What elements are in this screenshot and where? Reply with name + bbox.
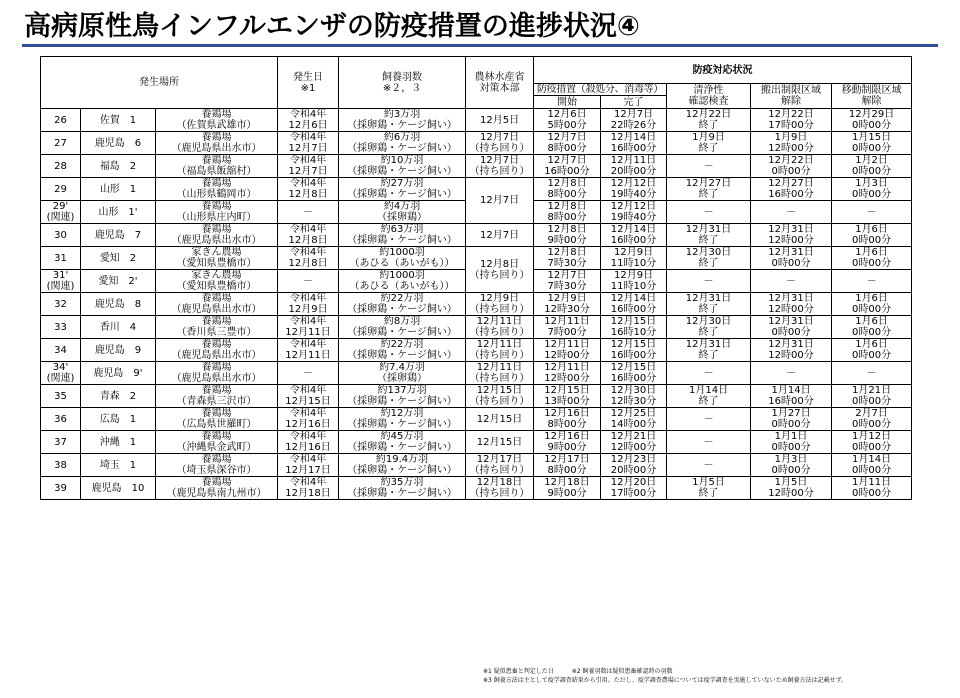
- start-cell: 12月15日 13時00分: [534, 385, 601, 408]
- hq-cell: 12月11日 （持ち回り）: [466, 362, 534, 385]
- movement-cell: 1月6日 0時00分: [832, 247, 912, 270]
- movement-cell: 1月14日 0時00分: [832, 454, 912, 477]
- movement-cell: －: [832, 201, 912, 224]
- start-cell: 12月17日 8時00分: [534, 454, 601, 477]
- table-row: [41, 132, 912, 155]
- carry-out-cell: 12月22日 17時00分: [751, 109, 832, 132]
- header-measures: 防疫措置（殺処分、消毒等）: [534, 84, 667, 96]
- date-cell: 令和4年 12月11日: [278, 339, 339, 362]
- case-number: 37: [41, 431, 81, 454]
- case-number: 29' (関連): [41, 201, 81, 224]
- cleanliness-cell: 12月30日 終了: [667, 247, 751, 270]
- date-cell: －: [278, 201, 339, 224]
- start-cell: 12月9日 12時30分: [534, 293, 601, 316]
- hq-cell: 12月11日 （持ち回り）: [466, 339, 534, 362]
- prefecture-cell: 佐賀 1: [81, 109, 156, 132]
- start-cell: 12月7日 7時30分: [534, 270, 601, 293]
- movement-cell: 1月6日 0時00分: [832, 293, 912, 316]
- birds-cell: 約10万羽 （採卵鶏・ケージ飼い）: [339, 155, 466, 178]
- farm-cell: 養鶏場 （鹿児島県出水市）: [156, 362, 278, 385]
- hq-cell: 12月7日 （持ち回り）: [466, 132, 534, 155]
- date-cell: 令和4年 12月6日: [278, 109, 339, 132]
- cleanliness-cell: 12月27日 終了: [667, 178, 751, 201]
- complete-cell: 12月15日 16時10分: [601, 316, 667, 339]
- cleanliness-cell: 1月9日 終了: [667, 132, 751, 155]
- table-row: [41, 316, 912, 339]
- birds-cell: 約27万羽 （採卵鶏・ケージ飼い）: [339, 178, 466, 201]
- farm-cell: 家きん農場 （愛知県豊橋市）: [156, 247, 278, 270]
- carry-out-cell: 12月22日 0時00分: [751, 155, 832, 178]
- birds-cell: 約137万羽 （採卵鶏・ケージ飼い）: [339, 385, 466, 408]
- birds-cell: 約12万羽 （採卵鶏・ケージ飼い）: [339, 408, 466, 431]
- start-cell: 12月7日 8時00分: [534, 132, 601, 155]
- start-cell: 12月11日 12時00分: [534, 362, 601, 385]
- table-row: [41, 293, 912, 316]
- case-number: 39: [41, 477, 81, 500]
- start-cell: 12月11日 7時00分: [534, 316, 601, 339]
- prefecture-cell: 福島 2: [81, 155, 156, 178]
- header-carry-out: 搬出制限区域 解除: [751, 84, 832, 109]
- date-cell: 令和4年 12月18日: [278, 477, 339, 500]
- birds-cell: 約22万羽 （採卵鶏・ケージ飼い）: [339, 293, 466, 316]
- movement-cell: 12月29日 0時00分: [832, 109, 912, 132]
- prefecture-cell: 山形 1': [81, 201, 156, 224]
- case-number: 35: [41, 385, 81, 408]
- hq-cell: 12月15日: [466, 408, 534, 431]
- farm-cell: 養鶏場 （沖縄県金武町）: [156, 431, 278, 454]
- complete-cell: 12月9日 11時10分: [601, 270, 667, 293]
- prefecture-cell: 香川 4: [81, 316, 156, 339]
- movement-cell: 1月21日 0時00分: [832, 385, 912, 408]
- table-row: [41, 178, 912, 201]
- table-row: [41, 155, 912, 178]
- case-number: 29: [41, 178, 81, 201]
- title-underline: [22, 44, 938, 47]
- birds-cell: 約3万羽 （採卵鶏・ケージ飼い）: [339, 109, 466, 132]
- start-cell: 12月16日 9時00分: [534, 431, 601, 454]
- prefecture-cell: 鹿児島 7: [81, 224, 156, 247]
- table-row: [41, 477, 912, 500]
- carry-out-cell: 12月31日 12時00分: [751, 339, 832, 362]
- farm-cell: 養鶏場 （広島県世羅町）: [156, 408, 278, 431]
- prefecture-cell: 鹿児島 9: [81, 339, 156, 362]
- farm-cell: 養鶏場 （鹿児島県出水市）: [156, 293, 278, 316]
- movement-cell: 2月7日 0時00分: [832, 408, 912, 431]
- hq-cell: 12月7日: [466, 224, 534, 247]
- cleanliness-cell: －: [667, 155, 751, 178]
- cleanliness-cell: －: [667, 454, 751, 477]
- date-cell: －: [278, 270, 339, 293]
- complete-cell: 12月14日 16時00分: [601, 132, 667, 155]
- footnotes: [483, 667, 847, 685]
- birds-cell: 約1000羽 （あひる（あいがも））: [339, 270, 466, 293]
- complete-cell: 12月7日 22時26分: [601, 109, 667, 132]
- complete-cell: 12月11日 20時00分: [601, 155, 667, 178]
- birds-cell: 約22万羽 （採卵鶏・ケージ飼い）: [339, 339, 466, 362]
- case-number: 33: [41, 316, 81, 339]
- birds-cell: 約63万羽 （採卵鶏・ケージ飼い）: [339, 224, 466, 247]
- case-number: 34' (関連): [41, 362, 81, 385]
- hq-cell: 12月17日 （持ち回り）: [466, 454, 534, 477]
- prefecture-cell: 鹿児島 6: [81, 132, 156, 155]
- start-cell: 12月6日 5時00分: [534, 109, 601, 132]
- movement-cell: 1月15日 0時00分: [832, 132, 912, 155]
- case-number: 30: [41, 224, 81, 247]
- case-number: 27: [41, 132, 81, 155]
- date-cell: 令和4年 12月16日: [278, 431, 339, 454]
- cleanliness-cell: 1月5日 終了: [667, 477, 751, 500]
- hq-cell: 12月18日 （持ち回り）: [466, 477, 534, 500]
- prefecture-cell: 山形 1: [81, 178, 156, 201]
- complete-cell: 12月12日 19時40分: [601, 178, 667, 201]
- case-number: 34: [41, 339, 81, 362]
- complete-cell: 12月12日 19時40分: [601, 201, 667, 224]
- start-cell: 12月8日 9時00分: [534, 224, 601, 247]
- start-cell: 12月11日 12時00分: [534, 339, 601, 362]
- prefecture-cell: 広島 1: [81, 408, 156, 431]
- farm-cell: 養鶏場 （福島県飯舘村）: [156, 155, 278, 178]
- birds-cell: 約1000羽 （あひる（あいがも））: [339, 247, 466, 270]
- complete-cell: 12月15日 16時00分: [601, 339, 667, 362]
- table-row: [41, 408, 912, 431]
- case-number: 31' (関連): [41, 270, 81, 293]
- hq-cell: 12月8日 （持ち回り）: [466, 247, 534, 293]
- farm-cell: 養鶏場 （埼玉県深谷市）: [156, 454, 278, 477]
- table-row: [41, 247, 912, 270]
- outbreak-table: [40, 56, 912, 500]
- table-row: [41, 385, 912, 408]
- date-cell: 令和4年 12月9日: [278, 293, 339, 316]
- start-cell: 12月8日 7時30分: [534, 247, 601, 270]
- complete-cell: 12月25日 14時00分: [601, 408, 667, 431]
- farm-cell: 養鶏場 （山形県庄内町）: [156, 201, 278, 224]
- birds-cell: 約19.4万羽 （採卵鶏・ケージ飼い）: [339, 454, 466, 477]
- movement-cell: 1月12日 0時00分: [832, 431, 912, 454]
- prefecture-cell: 愛知 2': [81, 270, 156, 293]
- cleanliness-cell: －: [667, 201, 751, 224]
- carry-out-cell: 1月1日 0時00分: [751, 431, 832, 454]
- prefecture-cell: 青森 2: [81, 385, 156, 408]
- table-row: [41, 109, 912, 132]
- hq-cell: 12月15日 （持ち回り）: [466, 385, 534, 408]
- carry-out-cell: －: [751, 362, 832, 385]
- carry-out-cell: 12月27日 16時00分: [751, 178, 832, 201]
- header-cleanliness: 清浄性 確認検査: [667, 84, 751, 109]
- movement-cell: 1月6日 0時00分: [832, 339, 912, 362]
- farm-cell: 養鶏場 （山形県鶴岡市）: [156, 178, 278, 201]
- complete-cell: 12月20日 17時00分: [601, 477, 667, 500]
- farm-cell: 養鶏場 （鹿児島県出水市）: [156, 224, 278, 247]
- carry-out-cell: 1月3日 0時00分: [751, 454, 832, 477]
- farm-cell: 養鶏場 （佐賀県武雄市）: [156, 109, 278, 132]
- hq-cell: 12月11日 （持ち回り）: [466, 316, 534, 339]
- movement-cell: －: [832, 270, 912, 293]
- farm-cell: 養鶏場 （鹿児島県出水市）: [156, 132, 278, 155]
- cleanliness-cell: 12月30日 終了: [667, 316, 751, 339]
- case-number: 38: [41, 454, 81, 477]
- start-cell: 12月8日 8時00分: [534, 201, 601, 224]
- cleanliness-cell: 1月14日 終了: [667, 385, 751, 408]
- cleanliness-cell: 12月31日 終了: [667, 339, 751, 362]
- case-number: 31: [41, 247, 81, 270]
- page-title: 高病原性鳥インフルエンザの防疫措置の進捗状況④: [24, 11, 640, 42]
- header-date: 発生日 ※1: [278, 57, 339, 109]
- table-row: [41, 362, 912, 385]
- prefecture-cell: 埼玉 1: [81, 454, 156, 477]
- carry-out-cell: 1月5日 12時00分: [751, 477, 832, 500]
- table-row: [41, 454, 912, 477]
- cleanliness-cell: －: [667, 408, 751, 431]
- table-row: [41, 339, 912, 362]
- complete-cell: 12月30日 12時30分: [601, 385, 667, 408]
- case-number: 28: [41, 155, 81, 178]
- date-cell: 令和4年 12月8日: [278, 178, 339, 201]
- carry-out-cell: 1月27日 0時00分: [751, 408, 832, 431]
- farm-cell: 養鶏場 （香川県三豊市）: [156, 316, 278, 339]
- header-hq: 農林水産省 対策本部: [466, 57, 534, 109]
- date-cell: 令和4年 12月11日: [278, 316, 339, 339]
- hq-cell: 12月7日: [466, 178, 534, 224]
- complete-cell: 12月21日 12時00分: [601, 431, 667, 454]
- prefecture-cell: 愛知 2: [81, 247, 156, 270]
- movement-cell: 1月6日 0時00分: [832, 224, 912, 247]
- case-number: 26: [41, 109, 81, 132]
- hq-cell: 12月7日 （持ち回り）: [466, 155, 534, 178]
- prefecture-cell: 沖縄 1: [81, 431, 156, 454]
- prefecture-cell: 鹿児島 8: [81, 293, 156, 316]
- carry-out-cell: 12月31日 0時00分: [751, 316, 832, 339]
- complete-cell: 12月14日 16時00分: [601, 293, 667, 316]
- carry-out-cell: 12月31日 0時00分: [751, 247, 832, 270]
- birds-cell: 約7.4万羽 （採卵鶏）: [339, 362, 466, 385]
- hq-cell: 12月15日: [466, 431, 534, 454]
- birds-cell: 約4万羽 （採卵鶏）: [339, 201, 466, 224]
- start-cell: 12月8日 8時00分: [534, 178, 601, 201]
- movement-cell: －: [832, 362, 912, 385]
- start-cell: 12月16日 8時00分: [534, 408, 601, 431]
- case-number: 32: [41, 293, 81, 316]
- movement-cell: 1月11日 0時00分: [832, 477, 912, 500]
- cleanliness-cell: －: [667, 431, 751, 454]
- farm-cell: 家きん農場 （愛知県豊橋市）: [156, 270, 278, 293]
- date-cell: 令和4年 12月17日: [278, 454, 339, 477]
- hq-cell: 12月5日: [466, 109, 534, 132]
- footnote-1: ※1 疑似患畜と判定した日 ※2 飼養羽数は疑似患畜確認時の羽数: [483, 668, 673, 675]
- birds-cell: 約35万羽 （採卵鶏・ケージ飼い）: [339, 477, 466, 500]
- carry-out-cell: 1月9日 12時00分: [751, 132, 832, 155]
- cleanliness-cell: 12月31日 終了: [667, 293, 751, 316]
- farm-cell: 養鶏場 （鹿児島県南九州市）: [156, 477, 278, 500]
- header-location: 発生場所: [41, 57, 278, 109]
- movement-cell: 1月3日 0時00分: [832, 178, 912, 201]
- footnote-2: ※3 飼養方法は主として疫学調査結果から引用。ただし、疫学調査農場については疫学調査を実施していないため飼養方法は記載せず。: [483, 677, 848, 684]
- cleanliness-cell: 12月31日 終了: [667, 224, 751, 247]
- cleanliness-cell: 12月22日 終了: [667, 109, 751, 132]
- prefecture-cell: 鹿児島 9': [81, 362, 156, 385]
- carry-out-cell: －: [751, 201, 832, 224]
- farm-cell: 養鶏場 （青森県三沢市）: [156, 385, 278, 408]
- birds-cell: 約6万羽 （採卵鶏・ケージ飼い）: [339, 132, 466, 155]
- date-cell: 令和4年 12月16日: [278, 408, 339, 431]
- complete-cell: 12月23日 20時00分: [601, 454, 667, 477]
- date-cell: 令和4年 12月8日: [278, 247, 339, 270]
- carry-out-cell: －: [751, 270, 832, 293]
- header-response: 防疫対応状況: [534, 57, 912, 84]
- carry-out-cell: 12月31日 12時00分: [751, 293, 832, 316]
- farm-cell: 養鶏場 （鹿児島県出水市）: [156, 339, 278, 362]
- date-cell: 令和4年 12月7日: [278, 155, 339, 178]
- movement-cell: 1月2日 0時00分: [832, 155, 912, 178]
- carry-out-cell: 1月14日 16時00分: [751, 385, 832, 408]
- case-number: 36: [41, 408, 81, 431]
- date-cell: 令和4年 12月8日: [278, 224, 339, 247]
- carry-out-cell: 12月31日 12時00分: [751, 224, 832, 247]
- table-row: [41, 431, 912, 454]
- cleanliness-cell: －: [667, 270, 751, 293]
- birds-cell: 約8万羽 （採卵鶏・ケージ飼い）: [339, 316, 466, 339]
- complete-cell: 12月15日 16時00分: [601, 362, 667, 385]
- date-cell: 令和4年 12月7日: [278, 132, 339, 155]
- movement-cell: 1月6日 0時00分: [832, 316, 912, 339]
- hq-cell: 12月9日 （持ち回り）: [466, 293, 534, 316]
- cleanliness-cell: －: [667, 362, 751, 385]
- start-cell: 12月7日 16時00分: [534, 155, 601, 178]
- birds-cell: 約45万羽 （採卵鶏・ケージ飼い）: [339, 431, 466, 454]
- header-start: 開始: [534, 96, 601, 109]
- header-movement: 移動制限区域 解除: [832, 84, 912, 109]
- complete-cell: 12月9日 11時10分: [601, 247, 667, 270]
- prefecture-cell: 鹿児島 10: [81, 477, 156, 500]
- start-cell: 12月18日 9時00分: [534, 477, 601, 500]
- table-row: [41, 224, 912, 247]
- header-complete: 完了: [601, 96, 667, 109]
- date-cell: －: [278, 362, 339, 385]
- date-cell: 令和4年 12月15日: [278, 385, 339, 408]
- header-birds: 飼養羽数 ※２，３: [339, 57, 466, 109]
- complete-cell: 12月14日 16時00分: [601, 224, 667, 247]
